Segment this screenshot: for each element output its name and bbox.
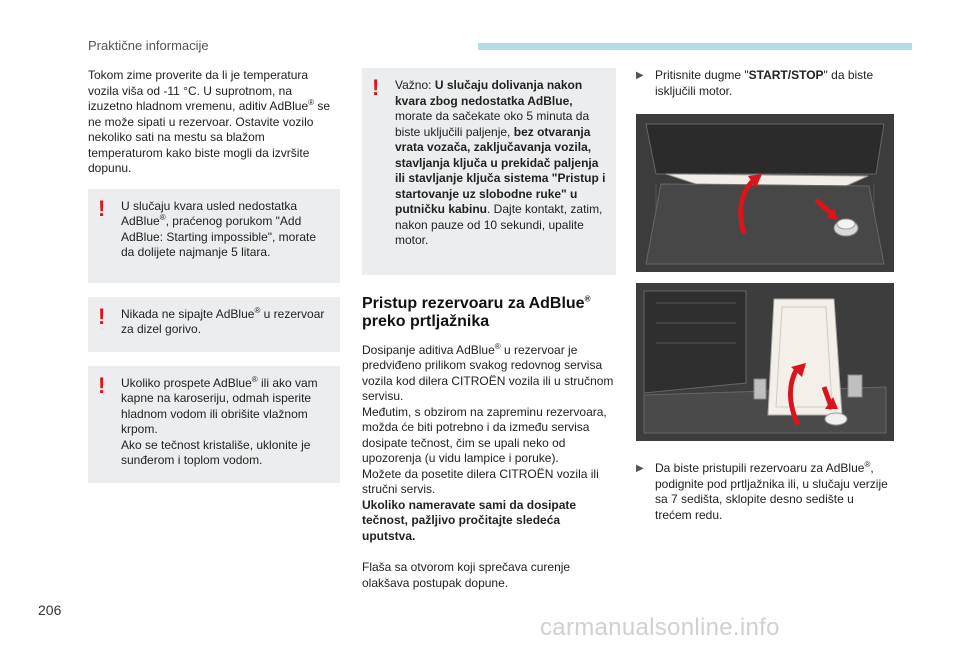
watermark: carmanualsonline.info (540, 614, 780, 641)
bottle-paragraph: Flaša sa otvorom koji sprečava curenje olakšava postupak dopune. (362, 560, 571, 590)
step-start-stop: ▶ Pritisnite dugme "START/STOP" da biste isključili motor. (636, 68, 874, 98)
trunk-illustration (636, 114, 894, 272)
header-accent-bar (478, 43, 912, 50)
warning-icon: ! (98, 372, 106, 398)
warning-box-spill: ! Ukoliko prospete AdBlue® ili ako vam kapne na karoseriju, odmah isperite hladnom vodom ili obrišite vlažnom krpom. Ako se tečnost kristališe, uklonite je sunđerom i toplom vodom. (88, 366, 340, 483)
page-number: 206 (38, 602, 62, 618)
column-left (88, 68, 340, 497)
seat-fold-drawing (636, 283, 894, 441)
warning-box-fault: ! U slučaju kvara usled nedostatka AdBlue®, praćenog porukom "Add AdBlue: Starting impossible", morate da dolijete najmanje 5 litara. (88, 189, 340, 283)
refill-paragraph: Dosipanje aditiva AdBlue® u rezervoar je predviđeno prilikom svakog redovnog servisa vozila kod dilera CITROËN vozila ili u stručnom servisu. Međutim, s obzirom na zapreminu rezervoara, možda će biti potrebno i da između servisa dosipate tečnost, čim se upali neko od upozorenja (u vidu lampice i poruke). Možete da posetite dilera CITROËN vozila ili stručni servis. Ukoliko nameravate sami da dosipate tečnost, pažljivo pročitajte sledeća uputstva. (362, 341, 614, 543)
warning-box-important: ! Važno: U slučaju dolivanja nakon kvara zbog nedostatka AdBlue, morate da sačekate oko 5 minuta da biste uključili paljenje, bez otvaranja vrata vozača, zaključavanja vozila, stavljanja ključa u prekidač paljenja ili stavljanje ključa sistema "Pristup i startovanje uz slobodne ruke" u putničku kabinu. Dajte kontakt, zatim, nakon pauze od 10 sekundi, upalite motor. (362, 68, 616, 275)
warning-icon: ! (98, 303, 106, 329)
column-middle (362, 68, 616, 603)
step-open-floor: ▶ Da biste pristupili rezervoaru za AdBlue®, podignite pod prtljažnika ili, u slučaju verzije sa 7 sedišta, sklopite desno sedište u trećem redu. (636, 460, 888, 522)
trunk-floor-drawing (636, 114, 894, 272)
column-right-lower (636, 461, 890, 523)
seat-fold-illustration (636, 283, 894, 441)
warning-icon: ! (372, 75, 380, 100)
section-heading: Pristup rezervoaru za AdBlue® preko prtljažnika (362, 294, 591, 330)
bullet-arrow-icon: ▶ (636, 463, 644, 474)
warning-icon: ! (98, 195, 106, 221)
warning-box-diesel: ! Nikada ne sipajte AdBlue® u rezervoar za dizel gorivo. (88, 297, 340, 352)
column-right (620, 68, 890, 99)
section-title: Praktične informacije (88, 38, 209, 53)
bullet-arrow-icon: ▶ (636, 70, 644, 81)
winter-paragraph: Tokom zime proverite da li je temperatura vozila viša od -11 °C. U suprotnom, na izuzetno hladnom vremenu, aditiv AdBlue® se ne može sipati u rezervoar. Ostavite vozilo nekoliko sati na mestu sa blažom temperaturom kako biste mogli da izvršite dopunu. (88, 68, 331, 175)
